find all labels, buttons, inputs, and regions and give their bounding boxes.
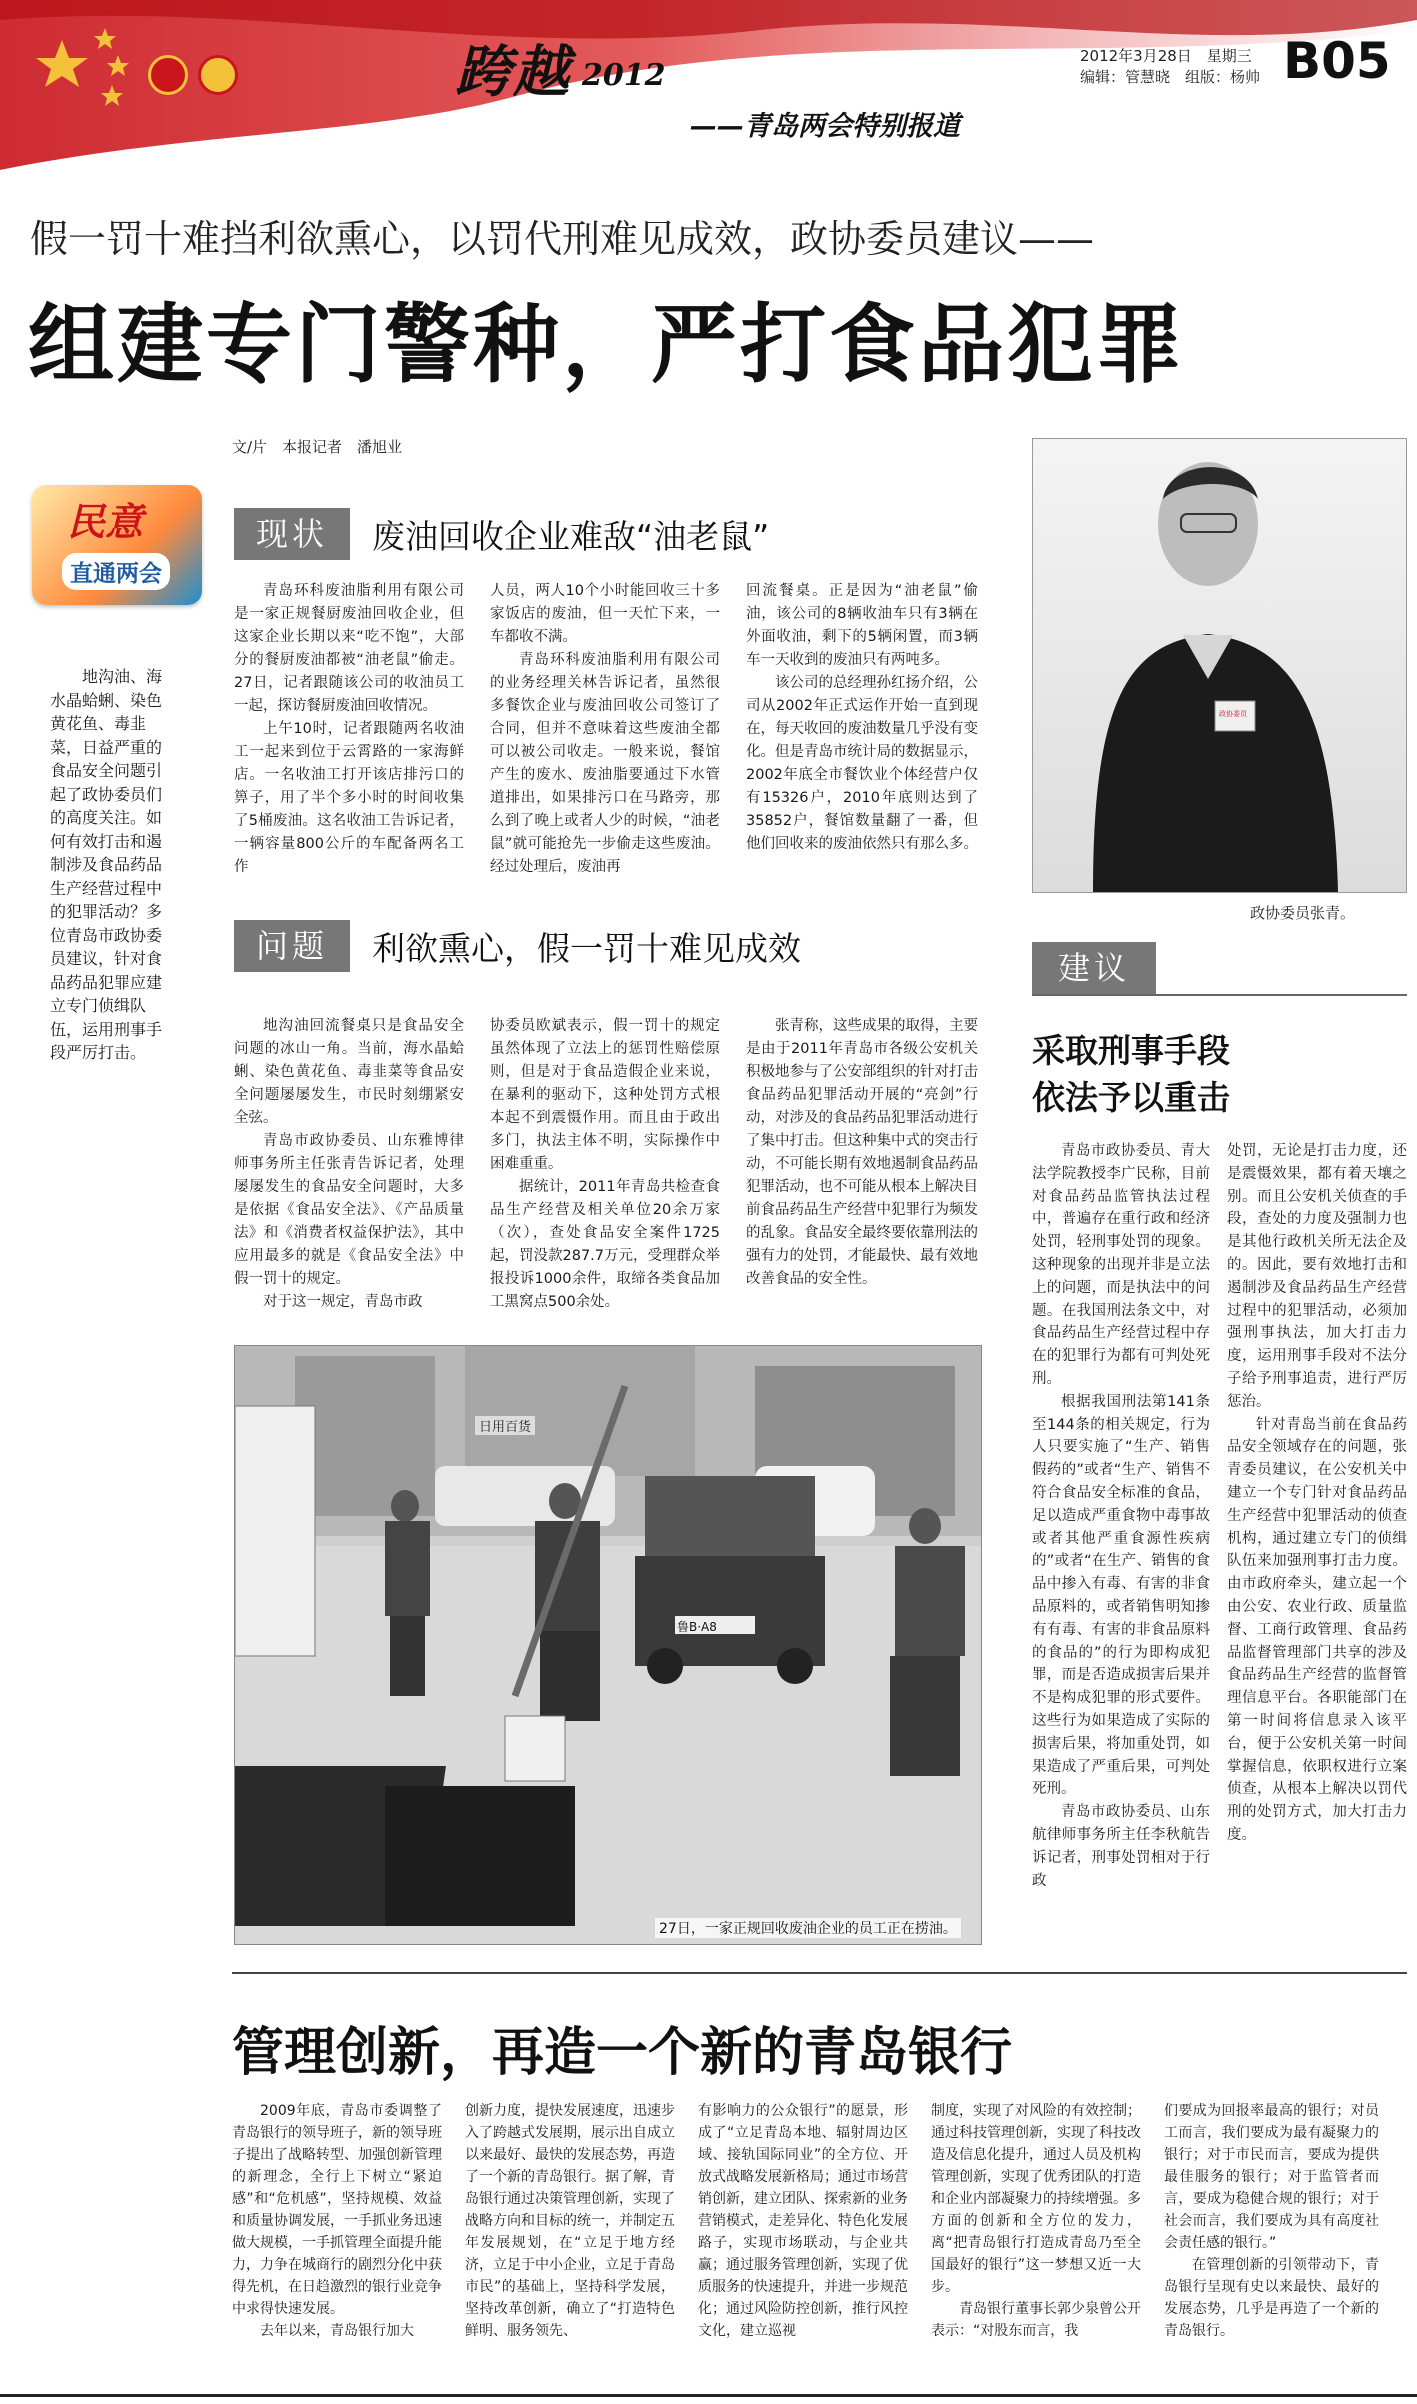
- suggest-title-2: 依法予以重击: [1032, 1078, 1230, 1117]
- section-label-problem: 问题: [234, 920, 350, 972]
- paragraph: 青岛市政协委员、山东雅博律师事务所主任张青告诉记者，处理屡屡发生的食品安全问题时，大多是依据《食品安全法》、《产品质量法》和《消费者权益保护法》，其中应用最多的就是《食品安全法》中假一罚十的规定。: [234, 1133, 464, 1287]
- bottom-rule: [0, 2394, 1417, 2397]
- paragraph: 协委员欧斌表示，假一罚十的规定虽然体现了立法上的惩罚性赔偿原则，但是对于食品造假企业来说，在暴利的驱动下，这种处罚方式根本起不到震慑作用。而且由于政出多门，执法主体不明，实际操作中困难重重。: [490, 1018, 720, 1172]
- portrait-figure: [1033, 439, 1406, 892]
- lead-paragraph: [50, 665, 172, 1065]
- minyi-badge: [32, 485, 202, 605]
- bank-column-1: [232, 2100, 442, 2342]
- paragraph: 们要成为回报率最高的银行；对员工而言，我们要成为最有凝聚力的银行；对于市民而言，要成为提供最佳服务的银行；对于监管者而言，要成为稳健合规的银行；对于社会而言，我们要成为具有高度社会责任感的银行。”: [1164, 2103, 1379, 2251]
- paragraph: 对于这一规定，青岛市政: [263, 1294, 423, 1310]
- portrait-caption: 政协委员张青。: [1250, 904, 1356, 922]
- paragraph: 根据我国刑法第141条至144条的相关规定，行为人只要实施了“生产、销售假药的”或者“生产、销售不符合食品安全标准的食品，足以造成严重食物中毒事故或者其他严重食源性疾病的”或者“在生产、销售的食品中掺入有毒、有害的非食品原料的，或者销售明知掺有有毒、有害的非食品原料的食品的”的行为即构成犯罪，而是否造成损害后果并不是构成犯罪的形式要件。这些行为如果造成了实际的损害后果，将加重处罚，如果造成了严重后果，可判处死刑。: [1032, 1393, 1210, 1798]
- shop-sign: 日用百货: [475, 1416, 535, 1435]
- cppcc-emblem-icon: [198, 55, 238, 95]
- suggest-column-2: [1227, 1140, 1407, 1847]
- name-badge: 政协委员: [1219, 710, 1247, 718]
- paragraph: 据统计，2011年青岛共检查食品生产经营及相关单位20余万家（次），查处食品安全案件1725起，罚没款287.7万元，受理群众举报投诉1000余件，取缔各类食品加工黑窝点500余处。: [490, 1179, 721, 1310]
- section-title-problem: 利欲熏心，假一罚十难见成效: [372, 928, 802, 968]
- problem-column-3: [746, 1015, 978, 1291]
- bank-article-title: 管理创新，再造一个新的青岛银行: [232, 2023, 1013, 2083]
- street-photo: [234, 1345, 982, 1945]
- portrait-photo: [1032, 438, 1407, 893]
- license-plate: 鲁B·A8: [677, 1620, 717, 1634]
- national-emblem-icon: [148, 55, 188, 95]
- section-title-status: 废油回收企业难敌“油老鼠”: [372, 516, 770, 556]
- street-scene: [235, 1346, 981, 1944]
- suggest-title-1: 采取刑事手段: [1032, 1031, 1230, 1070]
- street-photo-caption: 27日，一家正规回收废油企业的员工正在捞油。: [655, 1918, 961, 1938]
- editor-line: 编辑：管慧晓 组版：杨帅: [1080, 68, 1261, 86]
- status-column-3: [746, 580, 978, 856]
- paragraph: 人员，两人10个小时能回收三十多家饭店的废油，但一天忙下来，一车都收不满。: [490, 583, 720, 645]
- paragraph: 张青称，这些成果的取得，主要是由于2011年青岛市各级公安机关积极地参与了公安部组织的针对打击食品药品犯罪活动开展的“亮剑”行动，对涉及的食品药品犯罪活动进行了集中打击。但这种集中式的突击行动，不可能长期有效地遏制食品药品犯罪活动，也不可能从根本上解决目前食品药品生产经营中犯罪行为频发的乱象。食品安全最终要依靠刑法的强有力的处罚，才能最快、最有效地改善食品的安全性。: [746, 1018, 978, 1287]
- section-label-status: 现状: [234, 508, 350, 560]
- paragraph: 制度，实现了对风险的有效控制；通过科技管理创新，实现了科技改造及信息化提升，通过人员及机构管理创新，实现了优秀团队的打造和企业内部凝聚力的持续增强。多方面的创新和全方位的发力，离“把青岛银行打造成青岛乃至全国最好的银行”这一梦想又近一大步。: [931, 2103, 1141, 2295]
- status-column-2: [490, 580, 720, 879]
- article-separator: [232, 1972, 1407, 1974]
- headline-kicker: 假一罚十难挡利欲熏心，以罚代刑难见成效，政协委员建议——: [30, 217, 1095, 261]
- problem-column-2: [490, 1015, 720, 1314]
- paragraph: 创新力度，提快发展速度，迅速步入了跨越式发展期，展示出自成立以来最好、最快的发展态势，再造了一个新的青岛银行。据了解，青岛银行通过决策管理创新，实现了战略方向和目标的统一，并制定五年发展规划，在“立足于地方经济，立足于中小企业，立足于青岛市民”的基础上，坚持科学发展，坚持改革创新，确立了“打造特色鲜明、服务领先、: [465, 2103, 675, 2339]
- bank-column-5: [1164, 2100, 1379, 2342]
- page-number: B05: [1283, 32, 1391, 90]
- paragraph: 青岛市政协委员、青大法学院教授李广民称，目前对食品药品监管执法过程中，普遍存在重行政和经济处罚，轻刑事处罚的现象。这种现象的出现并非是立法上的问题，而是执法中的问题。在我国刑法条文中，对食品药品生产经营过程中存在的犯罪行为都有可判处死刑。: [1032, 1143, 1210, 1387]
- lead-text: 地沟油、海水晶蛤蜊、染色黄花鱼、毒韭菜，日益严重的食品安全问题引起了政协委员们的高度关注。如何有效打击和遏制涉及食品药品生产经营过程中的犯罪活动？多位青岛市政协委员建议，针对食品药品犯罪应建立专门侦缉队伍，运用刑事手段严厉打击。: [50, 667, 163, 1062]
- paragraph: 去年以来，青岛银行加大: [260, 2323, 414, 2339]
- suggest-column-1: [1032, 1140, 1210, 1892]
- paragraph: 地沟油回流餐桌只是食品安全问题的冰山一角。当前，海水晶蛤蜊、染色黄花鱼、毒韭菜等食品安全问题屡屡发生，市民时刻绷紧安全弦。: [234, 1018, 464, 1126]
- paragraph: 上午10时，记者跟随两名收油工一起来到位于云霄路的一家海鲜店。一名收油工打开该店排污口的箅子，用了半个多小时的时间收集了5桶废油。这名收油工告诉记者，一辆容量800公斤的车配备两名工作: [234, 721, 464, 875]
- bank-column-3: [698, 2100, 908, 2342]
- paragraph: 在管理创新的引领带动下，青岛银行呈现有史以来最快、最好的发展态势，几乎是再造了一个新的青岛银行。: [1164, 2257, 1379, 2339]
- masthead: [0, 0, 1417, 175]
- paragraph: 2009年底，青岛市委调整了青岛银行的领导班子，新的领导班子提出了战略转型、加强创新管理的新理念，全行上下树立“紧迫感”和“危机感”，坚持规模、效益和质量协调发展，一手抓业务迅速做大规模，一手抓管理全面提升能力，力争在城商行的剧烈分化中获得先机，在日趋激烈的银行业竞争中求得快速发展。: [232, 2103, 442, 2317]
- bank-column-4: [931, 2100, 1141, 2342]
- problem-column-1: [234, 1015, 464, 1314]
- badge-line2: 直通两会: [62, 553, 170, 590]
- paragraph: 青岛市政协委员、山东航律师事务所主任李秋航告诉记者，刑事处罚相对于行政: [1032, 1804, 1210, 1889]
- bank-column-2: [465, 2100, 675, 2342]
- paragraph: 有影响力的公众银行”的愿景，形成了“立足青岛本地、辐射周边区域、接轨国际同业”的全方位、开放式战略发展新格局；通过市场营销创新，建立团队、探索新的业务营销模式，走差异化、特色化发展路子，实现市场联动，与企业共赢；通过服务管理创新，实现了优质服务的快速提升，并进一步规范化；通过风险防控创新，推行风控文化，建立巡视: [698, 2103, 908, 2339]
- column-year: 2012: [582, 58, 666, 93]
- status-column-1: [234, 580, 464, 879]
- paragraph: 回流餐桌。正是因为“油老鼠”偷油，该公司的8辆收油车只有3辆在外面收油，剩下的5辆闲置，而3辆车一天收到的废油只有两吨多。: [746, 583, 978, 668]
- paragraph: 青岛环科废油脂利用有限公司的业务经理关林告诉记者，虽然很多餐饮企业与废油回收公司签订了合同，但并不意味着这些废油全都可以被公司收走。一般来说，餐馆产生的废水、废油脂要通过下水管道排出，如果排污口在马路旁，那么到了晚上或者人少的时候，“油老鼠”就可能抢先一步偷走这些废油。经过处理后，废油再: [490, 652, 720, 875]
- headline-title: 组建专门警种，严打食品犯罪: [28, 295, 1185, 395]
- paragraph: 青岛银行董事长郭少泉曾公开表示：“对股东而言，我: [931, 2301, 1141, 2339]
- paragraph: 处罚，无论是打击力度，还是震慑效果，都有着天壤之别。而且公安机关侦查的手段，查处的力度及强制力也是其他行政机关所无法企及的。因此，要有效地打击和遏制涉及食品药品生产经营过程中的犯罪活动，必须加强刑事执法，加大打击力度，运用刑事手段对不法分子给予刑事追责，进行严厉惩治。: [1227, 1143, 1407, 1410]
- paragraph: 青岛环科废油脂利用有限公司是一家正规餐厨废油回收企业，但这家企业长期以来“吃不饱”，大部分的餐厨废油都被“油老鼠”偷走。27日，记者跟随该公司的收油员工一起，探访餐厨废油回收情况。: [234, 583, 464, 714]
- section-suggest-header: [1032, 942, 1156, 994]
- column-subtitle: ——青岛两会特别报道: [690, 111, 960, 142]
- column-logo: 跨越: [455, 39, 571, 105]
- section-problem-header: [234, 920, 801, 972]
- byline: 文/片 本报记者 潘旭业: [232, 438, 403, 456]
- paragraph: 该公司的总经理孙红扬介绍，公司从2002年正式运作开始一直到现在，每天收回的废油数量几乎没有变化。但是青岛市统计局的数据显示，2002年底全市餐饮业个体经营户仅有15326户，2010年底则达到了35852户，餐馆数量翻了一番，但他们回收来的废油依然只有那么多。: [746, 675, 978, 852]
- badge-line1: 民意: [67, 499, 144, 544]
- section-label-suggest: 建议: [1032, 942, 1156, 994]
- section-status-header: [234, 508, 769, 560]
- suggest-rule: [1032, 994, 1407, 996]
- date-line: 2012年3月28日 星期三: [1080, 47, 1252, 65]
- paragraph: 针对青岛当前在食品药品安全领域存在的问题，张青委员建议，在公安机关中建立一个专门针对食品药品生产经营中犯罪活动的侦查机构，通过建立专门的侦缉队伍来加强刑事打击力度。由市政府牵头，建立起一个由公安、农业行政、质量监督、工商行政管理、食品药品监督管理部门共享的涉及食品药品生产经营的监督管理信息平台。各职能部门在第一时间将信息录入该平台，便于公安机关第一时间掌握信息，依职权进行立案侦查，从根本上解决以罚代刑的处罚方式，加大打击力度。: [1227, 1416, 1407, 1843]
